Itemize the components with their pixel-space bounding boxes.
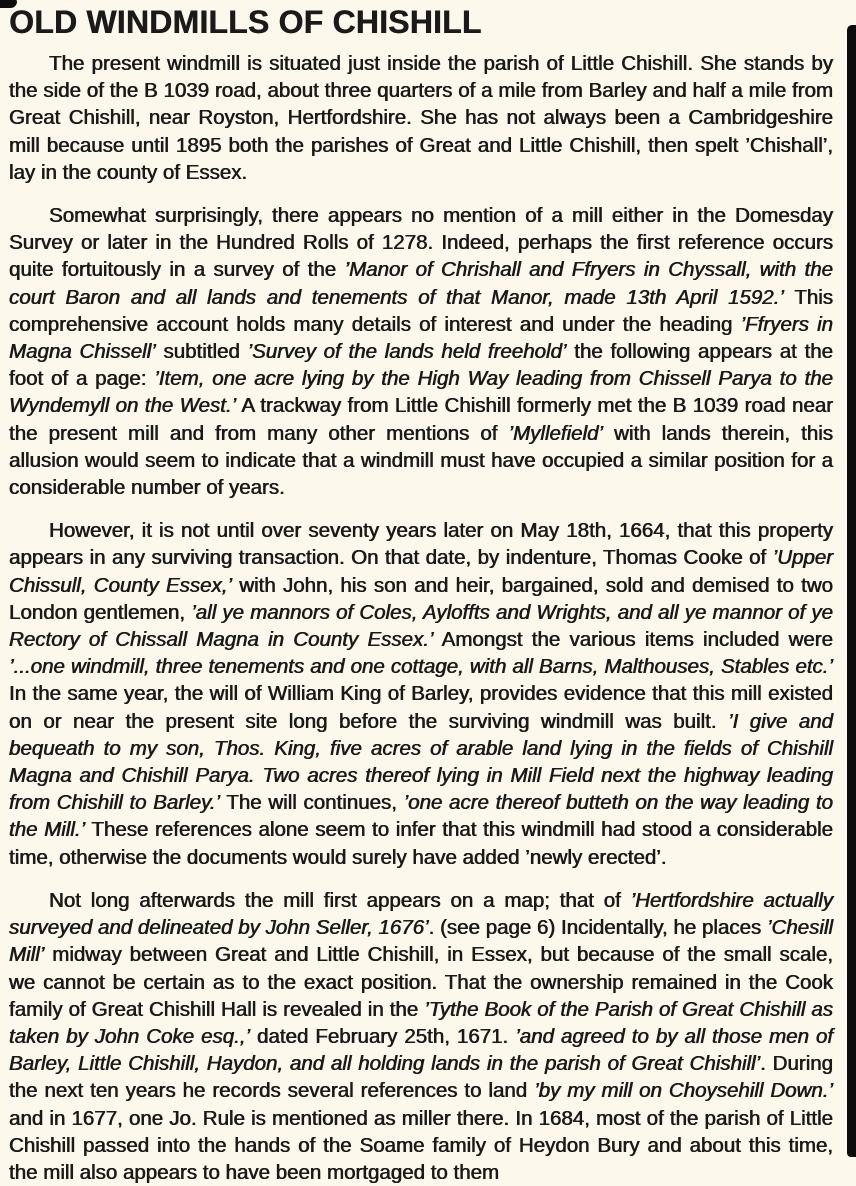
quoted-italic-text-run: ’Ffryers in Magna Chissell’ bbox=[9, 312, 834, 364]
quoted-italic-text-run: ’Manor of Chrishall and Ffryers in Chyssall, with the court Baron and all lands and tenements of that Manor, made 13th April 1592.’ bbox=[9, 258, 833, 309]
quoted-italic-text-run: ’...one windmill, three tenements and one cottage, with all Barns, Malthouses, Stables etc.’ bbox=[9, 655, 833, 679]
text-run: Not long afterwards the mill first appears on a map; that of bbox=[49, 888, 631, 912]
text-run: dated February 25th, 1671. bbox=[250, 1024, 516, 1048]
text-run: the following appears at the foot of a page: bbox=[9, 340, 834, 391]
quoted-italic-text-run: ’all ye mannors of Coles, Ayloffts and Wrights, and all ye mannor of ye Rectory of Chissall Magna in County Essex.’ bbox=[9, 600, 833, 652]
quoted-italic-text-run: ’and agreed to by all those men of Barley, Little Chishill, Haydon, and all holding lands in the parish of Great Chishill’ bbox=[9, 1024, 834, 1076]
text-run: with John, his son and heir, bargained, sold and demised to two London gentlemen, bbox=[9, 573, 833, 624]
text-run: However, it is not until over seventy years later on May 18th, 1664, that this property appears in any surviving transaction. On that date, by indenture, Thomas Cooke of bbox=[9, 519, 833, 570]
text-run: with lands therein, this allusion would seem to indicate that a windmill must have occupied a similar position for a considerable number of years. bbox=[9, 421, 833, 500]
text-run: This comprehensive account holds many details of interest and under the heading bbox=[9, 285, 833, 336]
quoted-italic-text-run: ’Chesill Mill’ bbox=[9, 916, 833, 967]
text-run: subtitled bbox=[155, 340, 248, 364]
article-body bbox=[9, 50, 833, 1186]
quoted-italic-text-run: ’I give and bequeath to my son, Thos. King, five acres of arable land lying in the fields of Chishill Magna and Chishill Parya. Two acres thereof lying in Mill Field next the highway leading from Chishill to Barley.’ bbox=[9, 709, 834, 815]
page-title: OLD WINDMILLS OF CHISHILL bbox=[9, 4, 482, 40]
quoted-italic-text-run: ’Tythe Book of the Parish of Great Chishill as taken by John Coke esq.,’ bbox=[9, 997, 834, 1048]
quoted-italic-text-run: ’Item, one acre lying by the High Way leading from Chissell Parya to the Wyndemyll on the West.’ bbox=[9, 367, 833, 418]
quoted-italic-text-run: ’Hertfordshire actually surveyed and delineated by John Seller, 1676’ bbox=[9, 888, 833, 940]
text-run: midway between Great and Little Chishill, in Essex, but because of the small scale, we cannot be certain as to the exact position. That the ownership remained in the Cook family of Great Chishill Hall is revealed in the bbox=[9, 943, 833, 1021]
text-run: and in 1677, one Jo. Rule is mentioned as miller there. In 1684, most of the parish of Little Chishill passed into the hands of the Soame family of Heydon Bury and about this time, the mill also appears to have been mortgaged to them bbox=[9, 1106, 833, 1184]
paragraph bbox=[9, 517, 833, 871]
quoted-italic-text-run: ’Myllefield’ bbox=[508, 421, 604, 445]
quoted-italic-text-run: ’Upper Chissull, County Essex,’ bbox=[9, 546, 833, 597]
paragraph bbox=[9, 50, 833, 186]
scan-right-edge-artifact bbox=[847, 25, 856, 1157]
text-run: These references alone seem to infer that this windmill had stood a considerable time, otherwise the documents would surely have added ’newly erected’. bbox=[9, 818, 833, 869]
text-run: . (see page 6) Incidentally, he places bbox=[428, 916, 767, 940]
text-run: The present windmill is situated just inside the parish of Little Chishill. She stands by the side of the B 1039 road, about three quarters of a mile from Barley and half a mile from Great Chishill, near Royston, Hertfordshire. She has not always been a Cambridgeshire mill because until 1895 both the parishes of Great and Little Chishill, then spelt ’Chishall’, lay in the county of Essex. bbox=[9, 52, 833, 184]
quoted-italic-text-run: ’by my mill on Choysehill Down.’ bbox=[534, 1079, 833, 1103]
paragraph bbox=[9, 887, 833, 1186]
text-run: The will continues, bbox=[220, 791, 404, 815]
text-run: Amongst the various items included were bbox=[433, 628, 833, 652]
text-run: In the same year, the will of William King of Barley, provides evidence that this mill existed on or near the present site long before the surviving windmill was built. bbox=[9, 682, 833, 733]
text-run: Somewhat surprisingly, there appears no mention of a mill either in the Domesday Survey or later in the Hundred Rolls of 1278. Indeed, perhaps the first reference occurs quite fortuitously in a survey of the bbox=[9, 204, 833, 282]
quoted-italic-text-run: ’one acre thereof butteth on the way leading to the Mill.’ bbox=[9, 791, 834, 842]
text-run: . During the next ten years he records several references to land bbox=[9, 1052, 834, 1103]
text-run: A trackway from Little Chishill formerly met the B 1039 road near the present mill and from many other mentions of bbox=[9, 394, 833, 445]
quoted-italic-text-run: ’Survey of the lands held freehold’ bbox=[247, 340, 567, 364]
paragraph bbox=[9, 202, 833, 501]
